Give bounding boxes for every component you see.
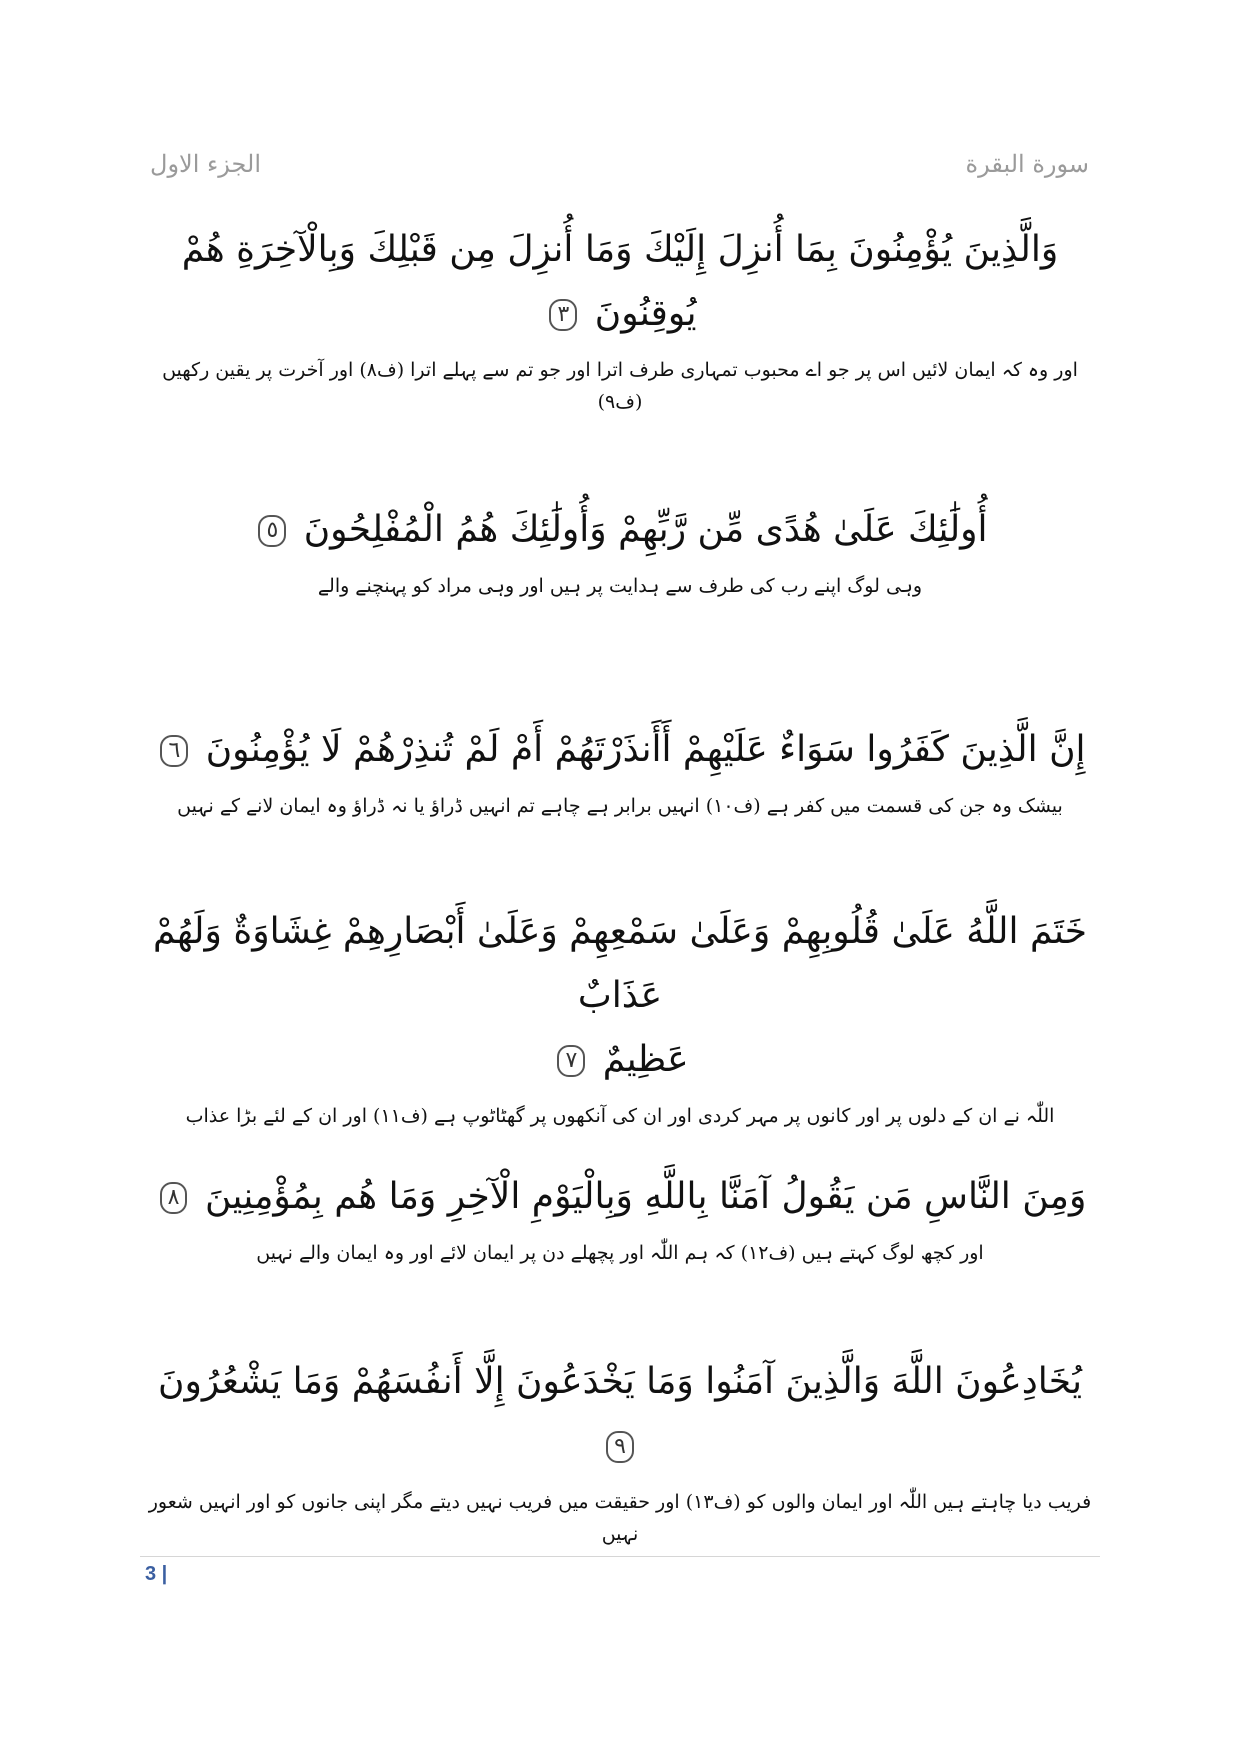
arabic-verse-text: إِنَّ الَّذِينَ كَفَرُوا سَوَاءٌ عَلَيْهِمْ أَأَنذَرْتَهُمْ أَمْ لَمْ تُنذِرْهُمْ لَا يُؤْمِنُونَ — [205, 729, 1086, 770]
verse-block — [140, 718, 1100, 822]
arabic-verse-line — [140, 1028, 1100, 1092]
ayah-number-marker: ٣ — [549, 299, 577, 331]
arabic-verse-text: يُخَادِعُونَ اللَّهَ وَالَّذِينَ آمَنُوا وَمَا يَخْدَعُونَ إِلَّا أَنفُسَهُمْ وَمَا يَشْعُرُونَ — [158, 1361, 1082, 1402]
arabic-verse-line — [140, 282, 1100, 346]
verse-block — [140, 900, 1100, 1132]
verse-block — [140, 1350, 1100, 1550]
verse-block — [140, 1165, 1100, 1269]
arabic-verse-line: وَالَّذِينَ يُؤْمِنُونَ بِمَا أُنزِلَ إِلَيْكَ وَمَا أُنزِلَ مِن قَبْلِكَ وَبِالْآخِرَةِ هُمْ — [181, 229, 1059, 270]
ayah-number-marker: ٧ — [557, 1045, 585, 1077]
arabic-verse-text: عَظِيمٌ — [602, 1039, 689, 1080]
verse-block — [140, 498, 1100, 602]
verse-block — [140, 218, 1100, 418]
arabic-verse-line — [140, 718, 1100, 782]
arabic-verse-line — [140, 1350, 1100, 1478]
arabic-verse-line — [140, 1165, 1100, 1229]
urdu-translation: اور وہ کہ ایمان لائیں اس پر جو اے محبوب تمہاری طرف اترا اور جو تم سے پہلے اترا (ف۸) اور آخرت پر یقین رکھیں (ف۹) — [162, 359, 1078, 413]
footer-divider — [140, 1556, 1100, 1557]
arabic-verse-line: خَتَمَ اللَّهُ عَلَىٰ قُلُوبِهِمْ وَعَلَىٰ سَمْعِهِمْ وَعَلَىٰ أَبْصَارِهِمْ غِشَاوَةٌ وَلَهُمْ عَذَابٌ — [152, 911, 1088, 1016]
ayah-number-marker: ٥ — [258, 515, 286, 547]
ayah-number-marker: ٩ — [606, 1431, 634, 1463]
urdu-translation: بیشک وہ جن کی قسمت میں کفر ہے (ف۱۰) انہیں برابر ہے چاہے تم انہیں ڈراؤ یا نہ ڈراؤ وہ ایمان لانے کے نہیں — [177, 795, 1063, 817]
urdu-translation: اور کچھ لوگ کہتے ہیں (ف۱۲) کہ ہم اللّٰہ اور پچھلے دن پر ایمان لائے اور وہ ایمان والے نہیں — [256, 1242, 984, 1264]
running-header — [120, 150, 1119, 200]
urdu-translation: اللّٰہ نے ان کے دلوں پر اور کانوں پر مہر کردی اور ان کی آنکھوں پر گھٹاٹوپ ہے (ف۱۱) اور ان کے لئے بڑا عذاب — [185, 1105, 1055, 1127]
page-number: 3 | — [145, 1563, 168, 1585]
ayah-number-marker: ٦ — [160, 735, 188, 767]
arabic-verse-text: وَمِنَ النَّاسِ مَن يَقُولُ آمَنَّا بِاللَّهِ وَبِالْيَوْمِ الْآخِرِ وَمَا هُم بِمُؤْمِنِينَ — [204, 1176, 1087, 1217]
urdu-translation: فریب دیا چاہتے ہیں اللّٰہ اور ایمان والوں کو (ف۱۳) اور حقیقت میں فریب نہیں دیتے مگر اپنی جانوں کو اور انہیں شعور نہیں — [148, 1491, 1092, 1545]
juz-label: الجزء الاول — [150, 150, 262, 178]
arabic-verse-text: يُوقِنُونَ — [594, 293, 697, 334]
surah-label: سورة البقرة — [965, 150, 1089, 178]
arabic-verse-text: أُولَٰئِكَ عَلَىٰ هُدًى مِّن رَّبِّهِمْ وَأُولَٰئِكَ هُمُ الْمُفْلِحُونَ — [303, 509, 988, 550]
arabic-verse-line — [140, 498, 1100, 562]
urdu-translation: وہی لوگ اپنے رب کی طرف سے ہدایت پر ہیں اور وہی مراد کو پہنچنے والے — [317, 575, 923, 597]
ayah-number-marker: ٨ — [160, 1182, 188, 1214]
